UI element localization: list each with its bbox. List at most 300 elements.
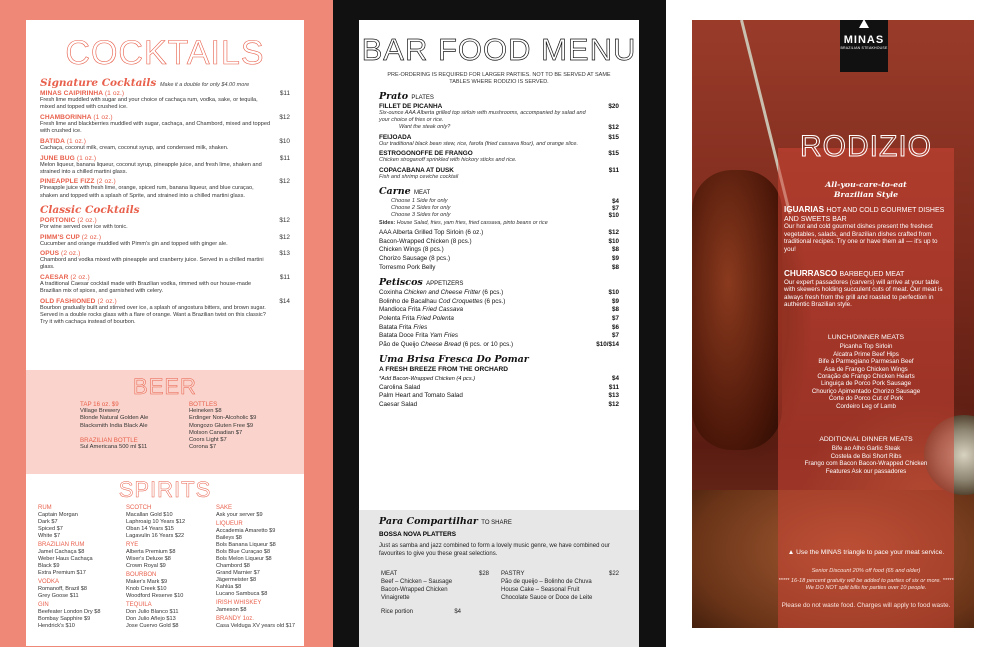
spirit-item: Dark $7 [38, 519, 58, 525]
spirit-item: Jägermeister $8 [216, 577, 257, 583]
appetizer-qty: (6 pcs.) [482, 289, 504, 297]
platter-item: Bacon-Wrapped Chicken [381, 587, 448, 593]
plate-price: $20 [608, 103, 619, 110]
pastry-platter [501, 570, 619, 602]
meat-item [379, 264, 619, 273]
spirit-item: Bols Blue Curaçao $8 [216, 549, 271, 555]
cocktail-price: $12 [279, 178, 290, 186]
cocktail-description: Bourbon gradually built and stirred over ice, a splash of angostura bitters, and brown sugar. Served in a double rocks glass with a flare of orange. Want a Brazilian twist on this classic? Try it with cachaça instead of bourbon. [40, 305, 266, 326]
spirit-item: Jose Cuervo Gold $8 [126, 623, 179, 629]
rodizio-meat-item: Coração de Frango Chicken Hearts [817, 373, 915, 381]
cocktail-size: (2 oz.) [97, 298, 117, 306]
cocktail-item [40, 178, 290, 199]
cocktail-name [40, 217, 290, 224]
rodizio-meat-item: Costela de Boi Short Ribs [830, 452, 902, 460]
bottles-heading: BOTTLES [189, 401, 218, 408]
meat-name: Bacon-Wrapped Chicken (8 pcs.) [379, 237, 472, 245]
cocktail-description: Melon liqueur, banana liqueur, coconut syrup, pineapple juice, and fresh lime, shaken and strained into a chilled martini glass. [40, 161, 262, 175]
appetizer-qty: (6 pcs. or 10 pcs.) [462, 340, 514, 348]
plate-description: Fish and shrimp ceviche cocktail [379, 173, 459, 180]
rodizio-meat-item: Frango com Bacon Bacon-Wrapped Chicken [804, 460, 928, 468]
cocktail-size: (1 oz.) [104, 90, 125, 97]
spirit-item: Laphroaig 10 Years $12 [126, 519, 186, 525]
dinner-meats-heading: ADDITIONAL DINNER MEATS [819, 436, 913, 443]
spirit-category: RUM [38, 505, 52, 511]
appetizer-name: Bolinho de Bacalhau [379, 297, 437, 305]
meat-name: Chicken Wings (8 pcs.) [379, 246, 444, 254]
meat-name: Chorizo Sausage (8 pcs.) [379, 254, 451, 262]
appetizer-translation: Chicken and Cheese Fritter [403, 289, 481, 297]
cocktail-name [40, 90, 290, 97]
spirit-item: Hendrick's $10 [38, 623, 75, 629]
salad-item [379, 401, 619, 410]
spirit-category: SCOTCH [126, 505, 152, 511]
meat-name: Torresmo Pork Belly [379, 263, 436, 271]
rodizio-meat-item: Linguiça de Porco Pork Sausage [820, 380, 912, 388]
meat-item [379, 238, 619, 247]
logo-subtitle: BRAZILIAN STEAKHOUSE [840, 46, 888, 50]
logo-name: MINAS [843, 34, 885, 46]
spirit-item: Casa Velduga XV years old $17 [216, 623, 295, 629]
prato-list [359, 103, 639, 181]
cocktail-item [40, 250, 290, 271]
rodizio-meat-item: Cordeiro Leg of Lamb [836, 402, 896, 410]
spirit-item: Accademia Amaretto $9 [216, 528, 276, 534]
cocktail-description: Cachaça, coconut milk, cream, coconut syrup, and condensed milk, shaken. [40, 144, 229, 151]
brazilian-bottle-heading: BRAZILIAN BOTTLE [80, 436, 138, 444]
side-choice-price: $10 [608, 211, 619, 219]
triangle-note-text: Use the MINAS triangle to pace your meat service. [796, 549, 945, 556]
meat-price: $9 [611, 254, 619, 262]
appetizer-qty: (6 pcs.) [484, 297, 506, 305]
appetizer-price: $7 [611, 314, 619, 322]
triangle-icon [859, 20, 869, 28]
cocktail-name [40, 138, 290, 145]
spirit-item: Bombay Sapphire $9 [38, 616, 91, 622]
rodizio-panel [666, 0, 1000, 647]
cocktail-description: Chambord and vodka mixed with pineapple and cranberry juice. Served in a chilled martini glass. [40, 257, 264, 271]
petiscos-heading [379, 277, 639, 288]
spirit-category: LIQUEUR [216, 521, 243, 527]
iguarias-head: IGUARIAS [784, 205, 825, 214]
beer-item: Blacksmith India Black Ale [80, 422, 148, 429]
appetizer-item [379, 298, 619, 307]
spirit-item: Lagavulin 16 Years $22 [126, 533, 185, 539]
cocktail-description: Por wine served over ice with tonic. [40, 223, 128, 230]
appetizer-translation: Fried Polenta [416, 314, 454, 322]
cocktail-item [40, 90, 290, 111]
gratuity-note: ***** 16-18 percent gratuity will be added to parties of six or more. ***** We DO NOT split bills for parties over 10 people. [778, 578, 954, 591]
cocktail-name-text: BATIDA [40, 137, 65, 145]
spirit-item: Woodford Reserve $10 [126, 593, 184, 599]
brisa-heading: Uma Brisa Fresca Do Pomar [379, 354, 529, 366]
bar-food-panel [333, 0, 666, 647]
rodizio-photo [692, 20, 974, 628]
spirits-column-3 [216, 505, 295, 630]
cocktail-price: $10 [279, 137, 290, 145]
spirit-item: Knob Creek $10 [126, 586, 167, 592]
rodizio-meat-item: Corte do Porco Cut of Pork [828, 395, 904, 403]
prato-caption: PLATES [411, 95, 434, 101]
plate-price: $12 [608, 124, 619, 132]
beer-item: Mongozo Gluten Free $9 [189, 422, 254, 429]
cocktail-name-text: CHAMBORINHA [40, 113, 92, 121]
appetizer-price: $9 [611, 297, 619, 305]
triangle-note: ▲ Use the MINAS triangle to pace your meat service. [787, 549, 945, 556]
cocktail-name-text: PORTONIC [40, 216, 76, 224]
cocktail-size: (2 oz.) [77, 216, 97, 224]
spirit-item: Don Julio Añejo $13 [126, 616, 176, 622]
platters-section [359, 510, 639, 647]
carne-heading [379, 186, 639, 197]
dinner-meat-list [778, 445, 954, 475]
platter-item: Pão de queijo – Bolinho de Chuva [501, 579, 592, 585]
appetizer-name: Pão de Queijo [379, 340, 419, 348]
cocktail-name-text: JUNE BUG [40, 154, 75, 162]
signature-title: Signature Cocktails [40, 77, 157, 89]
cocktail-description: A traditional Caesar cocktail made with Brazilian vodka, rimmed with our house-made Brazilian mix of spices, and garnished with celery. [40, 281, 252, 295]
sides-choice-list [359, 198, 639, 220]
appetizer-translation: Fries [413, 323, 428, 331]
churrasco-block [784, 270, 948, 309]
spirit-item: White $7 [38, 533, 61, 539]
appetizer-name: Coxinha [379, 289, 403, 297]
spirit-item: Ask your server $9 [216, 512, 263, 518]
signature-note: Make it a double for only $4.00 more [159, 82, 250, 88]
appetizer-name: Batata Frita [379, 323, 412, 331]
spirit-item: Spiced $7 [38, 526, 63, 532]
beer-item: Blonde Natural Golden Ale [80, 415, 149, 422]
spirit-item: Kahlúa $8 [216, 584, 242, 590]
plate-item [379, 134, 619, 148]
spirit-item: Lucano Sambuca $8 [216, 591, 268, 597]
cocktail-size: (1 oz.) [66, 137, 87, 145]
salad-name: Carolina Salad [379, 383, 421, 391]
spirit-category: BOURBON [126, 572, 157, 578]
appetizer-item [379, 341, 619, 350]
beer-bottles-column [189, 401, 256, 451]
cocktail-price: $14 [279, 298, 290, 306]
rodizio-meat-item: Picanha Top Sirloin [839, 343, 893, 351]
beer-item: Village Brewery [80, 408, 121, 415]
petiscos-list [359, 289, 639, 349]
pastry-platter-items [501, 578, 619, 602]
side-choice-price: $4 [612, 197, 619, 205]
iguarias-heading [784, 206, 948, 223]
cocktail-price: $12 [279, 233, 290, 241]
spirits-section [26, 475, 304, 629]
meat-price: $8 [611, 263, 619, 271]
carne-title: Carne [379, 185, 411, 197]
plate-item [379, 167, 619, 181]
spirit-category: GIN [38, 602, 49, 608]
cocktail-name-text: CAESAR [40, 274, 69, 282]
bossa-nova-heading: BOSSA NOVA PLATTERS [379, 531, 457, 538]
platters-intro: Just as samba and jazz combined to form a lovely music genre, we have combined our favourites to give you these great selections. [379, 543, 610, 557]
plate-item [379, 103, 619, 123]
pastry-platter-header [501, 570, 619, 578]
spirit-item: Don Julio Blanco $11 [126, 609, 179, 615]
appetizer-price: $10/$14 [596, 340, 619, 348]
platter-item: Vinaigrette [381, 595, 410, 601]
cocktail-name-text: MINAS CAIPIRINHA [40, 90, 103, 97]
spirit-item: Romanoff, Brazil $8 [38, 586, 88, 592]
meat-platter-header [381, 570, 489, 578]
platters-heading [379, 516, 639, 527]
cocktail-name [40, 114, 290, 121]
beer-item: Molson Canadian $7 [189, 429, 243, 436]
signature-cocktail-list [26, 90, 304, 200]
cocktail-description: Cucumber and orange muddled with Pimm's gin and topped with ginger ale. [40, 240, 228, 247]
brazilian-bottle-list [80, 444, 148, 451]
spirit-item: Extra Premium $17 [38, 570, 86, 576]
plate-name: ESTROGONOFFE DE FRANGO [379, 150, 473, 158]
cocktail-price: $12 [279, 113, 290, 121]
meat-item [379, 229, 619, 238]
plate-item [379, 124, 619, 131]
plate-price: $11 [608, 166, 619, 174]
platters-caption: TO SHARE [481, 520, 512, 526]
side-choice [391, 212, 619, 219]
cocktail-description: Fresh lime muddled with sugar and your choice of cachaça rum, vodka, sake, or tequila, mixed and topped with crushed ice. [40, 97, 258, 111]
rodizio-meat-item: Asa de Frango Chicken Wings [824, 365, 908, 373]
cocktail-size: (2 oz.) [61, 250, 81, 258]
beer-item: Sul Americana 500 ml $11 [80, 444, 148, 451]
cocktail-name [40, 274, 290, 281]
plate-item [379, 150, 619, 164]
tagline-line-2: Brazilian Style [833, 190, 899, 199]
spirit-item: Jamel Cachaça $8 [38, 549, 85, 555]
plate-description: Six-ounce AAA Alberta grilled top sirloin with mushrooms, accompanied by salad and your choice of fries or rice. [379, 110, 586, 123]
side-choice [391, 205, 619, 212]
rice-portion-name: Rice portion [381, 609, 414, 615]
spirit-category: RYE [126, 542, 139, 548]
appetizer-item [379, 315, 619, 324]
meat-price: $12 [608, 229, 619, 237]
pastry-platter-name: PASTRY [501, 571, 525, 577]
cocktail-item [40, 298, 290, 327]
bar-food-title: BAR FOOD MENU [361, 32, 637, 67]
beer-tap-heading: TAP 16 oz. $9 [80, 401, 119, 408]
churrasco-text: Our expert passadores (carvers) will arrive at your table with skewers holding succulent cuts of meat. Our meat is always fresh from the grill and roasted to perfection in authentic Brazilian style. [784, 278, 943, 309]
prato-heading [379, 91, 639, 102]
platters-title: Para Compartilhar [379, 516, 478, 527]
iguarias-block [784, 206, 948, 254]
cocktail-description: Pineapple juice with fresh lime, orange, spiced rum, banana liqueur, and blue curaçao, shaken and topped with a splash of Sprite, and strained into a chilled martini glass. [40, 185, 254, 199]
appetizer-translation: Yam Fries [429, 332, 458, 340]
prato-title: Prato [379, 91, 409, 102]
cocktail-name [40, 155, 290, 162]
appetizer-item [379, 306, 619, 315]
meat-platter-price: $28 [478, 571, 489, 577]
bar-food-card [359, 20, 639, 647]
appetizer-item [379, 332, 619, 341]
petiscos-title: Petiscos [379, 277, 423, 289]
salad-item [379, 375, 619, 384]
side-choice-text: Choose 1 Side for only [391, 197, 448, 204]
iguarias-text: Our hot and cold gourmet dishes present the freshest vegetables, salads, and Brazilian dishes crafted from traditional recipes. Try one or have them all — it's up to you! [784, 223, 938, 253]
plate-price: $15 [608, 133, 619, 141]
classic-cocktails-heading: Classic Cocktails [40, 203, 140, 216]
spirits-column-2 [126, 505, 185, 630]
rice-portion [381, 608, 461, 616]
meat-item [379, 255, 619, 264]
beer-item: Heineken $8 [189, 408, 222, 415]
sides-label: Sides: [379, 220, 396, 227]
salad-name: Palm Heart and Tomato Salad [379, 392, 463, 400]
rodizio-meat-item: Bife ao Alho Garlic Steak [831, 445, 901, 453]
appetizer-name: Mandioca Frita [379, 306, 421, 314]
cocktail-name [40, 298, 290, 305]
cocktail-item [40, 274, 290, 295]
salad-name: Caesar Salad [379, 401, 418, 409]
rodizio-meat-item: Bife à Parmegiano Parmesan Beef [818, 358, 914, 366]
cocktail-price: $12 [279, 216, 290, 224]
salad-list [359, 375, 639, 409]
beer-item: Corona $7 [189, 444, 217, 451]
cocktail-description: Fresh lime and blackberries muddled with sugar, cachaça, and Chambord, mixed and topped with crushed ice. [40, 120, 271, 135]
bottles-list [189, 408, 256, 451]
spirit-category: BRANDY 1oz. [216, 616, 254, 622]
carne-caption: MEAT [414, 189, 431, 196]
churrasco-rest: BARBEQUED MEAT [839, 271, 905, 278]
cocktail-price: $11 [279, 154, 290, 162]
spirits-column-1 [38, 505, 101, 630]
petiscos-caption: APPETIZERS [426, 281, 464, 288]
salad-name: *Add Bacon-Wrapped Chicken (4 pcs.) [379, 376, 476, 383]
spirit-category: VODKA [38, 579, 60, 585]
beer-tap-column [80, 401, 148, 451]
rodizio-tagline [778, 180, 954, 200]
cocktail-item [40, 234, 290, 248]
plate-name: FEIJOADA [379, 133, 412, 141]
sides-text: House Salad, fries, yam fries, fried cassava, pinto beans or rice [396, 220, 548, 227]
lunch-meats-heading: LUNCH/DINNER MEATS [827, 334, 905, 341]
rodizio-title: RODIZIO [800, 130, 932, 163]
plate-description: Chicken stroganoff sprinkled with hickory sticks and rice. [379, 157, 517, 164]
side-choice [391, 198, 619, 205]
spirit-category: IRISH WHISKEY [216, 600, 262, 606]
meat-price: $10 [608, 237, 619, 245]
spirit-item: Wiser's Deluxe $8 [126, 556, 171, 562]
appetizer-price: $7 [611, 332, 619, 340]
plate-name: COPACABANA AT DUSK [379, 166, 454, 174]
meat-name: AAA Alberta Grilled Top Sirloin (6 oz.) [379, 229, 484, 237]
side-choice-price: $7 [612, 204, 619, 212]
beer-section [26, 370, 304, 474]
spirit-item: Oban 14 Years $15 [126, 526, 174, 532]
appetizer-translation: Cheese Bread [420, 340, 461, 348]
spirits-title: SPIRITS [118, 477, 212, 502]
iguarias-rest: HOT AND COLD GOURMET DISHES AND SWEETS BAR [784, 207, 945, 223]
cocktail-name-text: OPUS [40, 250, 60, 258]
sides-line [379, 220, 619, 226]
spirit-item: Beefeater London Dry $8 [38, 609, 101, 615]
spirit-item: Bols Melon Liqueur $8 [216, 556, 272, 562]
beer-item: Coors Light $7 [189, 437, 227, 444]
cocktail-item [40, 114, 290, 135]
cocktails-title: COCKTAILS [65, 34, 265, 72]
rodizio-meat-item: Chouriço Apimentado Chorizo Sausage [811, 387, 921, 395]
appetizer-price: $10 [608, 289, 619, 297]
platter-item: House Cake – Seasonal Fruit [501, 587, 580, 593]
brisa-subheading: A FRESH BREEZE FROM THE ORCHARD [379, 366, 509, 374]
spirit-item: Bols Banana Liqueur $8 [216, 542, 276, 548]
cocktail-size: (2 oz.) [70, 274, 90, 282]
pastry-platter-price: $22 [608, 571, 619, 577]
spirit-category: BRAZILIAN RUM [38, 542, 85, 548]
cocktail-name [40, 178, 290, 185]
appetizer-translation: Fried Cassava [422, 306, 464, 314]
spirit-item: Alberta Premium $8 [126, 549, 176, 555]
plate-description: Want the steak only? [399, 124, 451, 131]
cocktail-size: (2 oz.) [81, 233, 102, 241]
salad-item [379, 384, 619, 393]
plate-name: FILLET DE PICANHA [379, 103, 443, 110]
spirit-item: Grey Goose $11 [38, 593, 79, 599]
rodizio-meat-item: Alcatra Prime Beef Hips [833, 350, 899, 358]
rice-portion-price: $4 [454, 609, 461, 615]
cocktail-name-text: PINEAPPLE FIZZ [40, 178, 95, 186]
meat-platter-items [381, 578, 489, 602]
cocktail-name [40, 234, 290, 241]
salad-price: $4 [611, 375, 619, 383]
cocktail-size: (1 oz.) [93, 113, 113, 121]
beer-title: BEER [133, 374, 197, 399]
meat-list [359, 229, 639, 272]
salad-price: $11 [608, 383, 619, 391]
platter-item: Chocolate Sauce or Doce de Leite [501, 595, 593, 601]
appetizer-name: Polenta Frita [379, 314, 415, 322]
cocktail-size: (2 oz.) [96, 178, 116, 186]
beer-item: Erdinger Non-Alcoholic $9 [189, 415, 257, 422]
cocktail-name-text: OLD FASHIONED [40, 298, 96, 306]
meat-platter [381, 570, 489, 616]
meat-platter-name: MEAT [381, 571, 398, 577]
plate-description: Our traditional black bean stew, rice, farofa (fried cassava flour), and orange slice. [379, 140, 579, 147]
salad-price: $12 [608, 401, 619, 409]
lunch-meat-list [778, 343, 954, 410]
spirit-item: Baileys $8 [216, 535, 242, 541]
rodizio-meat-item: Features Ask our passadores [825, 467, 907, 475]
salad-item [379, 392, 619, 401]
platter-item: Beef – Chicken – Sausage [381, 579, 453, 585]
churrasco-heading [784, 270, 948, 279]
tagline-line-1: All-you-care-to-eat [825, 180, 907, 189]
plate-price: $15 [608, 150, 619, 158]
spirit-item: Maker's Mark $9 [126, 579, 168, 585]
cocktails-card [26, 20, 304, 646]
lunch-dinner-meats [778, 334, 954, 410]
minas-logo [840, 20, 888, 72]
spirit-item: Black $9 [38, 563, 60, 569]
cocktails-panel [0, 0, 333, 647]
appetizer-name: Batata Doce Frita [379, 332, 428, 340]
cocktail-size: (1 oz.) [76, 154, 97, 162]
meat-item [379, 246, 619, 255]
appetizer-price: $6 [611, 323, 619, 331]
cocktail-price: $11 [279, 90, 290, 97]
preorder-note: PRE-ORDERING IS REQUIRED FOR LARGER PARTIES. NOT TO BE SERVED AT SAME TABLES WHERE RODIZIO IS SERVED. [387, 72, 611, 85]
signature-cocktails-heading [40, 77, 304, 89]
spirit-category: TEQUILA [126, 602, 152, 608]
cocktail-item [40, 217, 290, 231]
spirit-item: Macallan Gold $10 [126, 512, 173, 518]
churrasco-head: CHURRASCO [784, 269, 838, 278]
cocktail-name [40, 250, 290, 257]
side-choice-text: Choose 3 Sides for only [391, 211, 451, 218]
spirit-category: SAKE [216, 505, 233, 511]
